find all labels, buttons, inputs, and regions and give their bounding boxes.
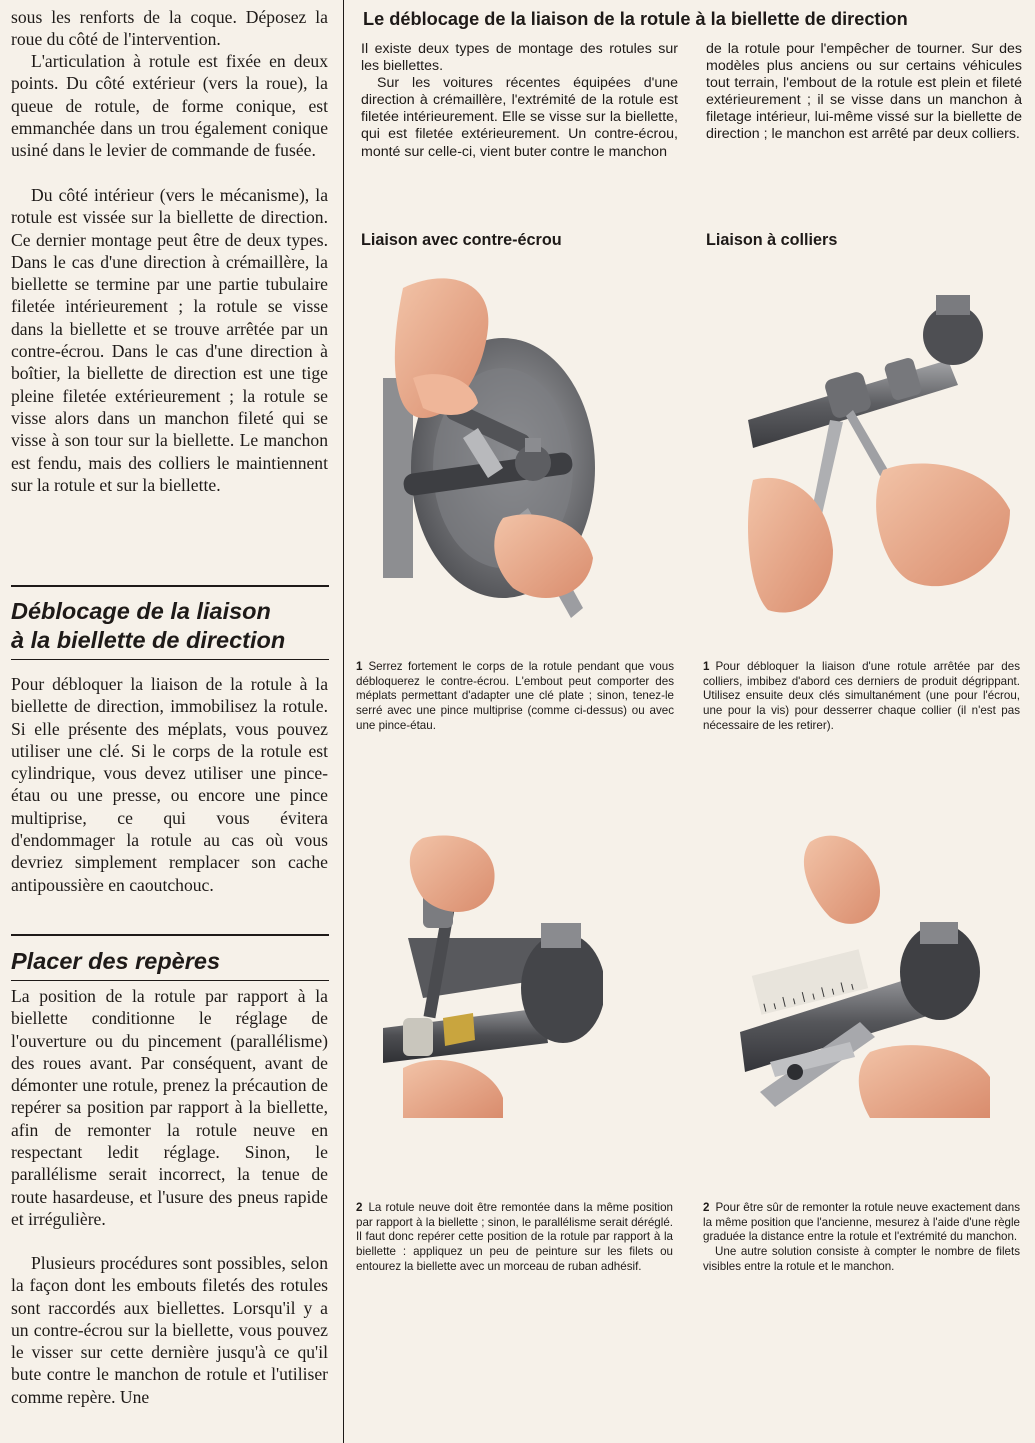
section-deblocage-text: Pour débloquer la liaison de la rotule à la biellette de direction, immobilisez la rotule. Si elle présente des méplats, vous pouvez utiliser une clé. Si le corps de la rotule est cylindrique, vous devez utiliser une pince-étau ou une presse, ou encore une pince multiprise, ce qui vous évitera d'endommager la rotule au cas où vous devriez simplement remplacer son cache antipoussière en caoutchouc.: [11, 674, 328, 895]
intro-paragraph-3: Du côté intérieur (vers le mécanisme), la rotule est vissée sur la biellette de direction. Ce dernier montage peut être de deux types. Dans le cas d'une direction à crémaillère, la biellette se termine par une partie tubulaire filetée intérieurement ; la rotule se visse dans la biellette et se trouve arrêtée par un contre-écrou. Dans le cas d'une direction à boîtier, la biellette de direction est une tige pleine filetée extérieurement ; la rotule se visse alors dans un manchon fileté qui se visse à son tour sur la biellette. Le manchon est fendu, mais des colliers le maintiennent sur la rotule et sur la biellette.: [11, 185, 328, 495]
heading-line-2: à la biellette de direction: [11, 627, 286, 653]
intro-paragraph-1: sous les renforts de la coque. Déposez la roue du côté de l'intervention.: [11, 7, 328, 50]
caption-contre-ecrou-1: [356, 660, 674, 734]
illustration-contre-ecrou-1: [383, 268, 598, 635]
intro-text-col1: [361, 41, 678, 161]
subheading-contre-ecrou: Liaison avec contre-écrou: [361, 231, 562, 249]
caption-number: 2: [356, 1201, 363, 1214]
heading-underline: [11, 980, 329, 981]
page-title: Le déblocage de la liaison de la rotule à la biellette de direction: [363, 9, 908, 29]
caption-text: Serrez fortement le corps de la rotule pendant que vous débloquerez le contre-écrou. L'embout peut comporter des méplats permettant d'adapter une clé plate ; sinon, tenez-le serré avec une pince multiprise (comme ci-dessus) ou avec une pince-étau.: [356, 660, 674, 732]
heading-underline: [11, 659, 329, 660]
section-rule: [11, 585, 329, 587]
intro-paragraph-2: L'articulation à rotule est fixée en deux points. Du côté extérieur (vers la roue), la queue de rotule, de forme conique, est emmanchée dans un trou également conique usiné dans le levier de commande de fusée.: [11, 51, 328, 161]
caption-number: 2: [703, 1201, 710, 1214]
heading-line-1: Déblocage de la liaison: [11, 598, 271, 624]
column-divider: [343, 0, 344, 1443]
section-heading-reperes: Placer des repères: [11, 948, 221, 974]
caption-text-2: Une autre solution consiste à compter le nombre de filets visibles entre la rotule et le manchon.: [703, 1245, 1020, 1273]
intro-col1-p1: Il existe deux types de montage des rotules sur les biellettes.: [361, 41, 678, 75]
caption-text: Pour débloquer la liaison d'une rotule arrêtée par des colliers, imbibez d'abord ces derniers de produit dégrippant. Utilisez ensuite deux clés simultanément (une pour l'écrou, une pour la vis) pour desserrer chaque collier (il n'est pas nécessaire de les retirer).: [703, 660, 1020, 732]
illustration-colliers-2: [740, 822, 1020, 1118]
section-rule: [11, 934, 329, 936]
subheading-colliers: Liaison à colliers: [706, 231, 838, 249]
section-heading-deblocage: [11, 597, 331, 655]
caption-text: La rotule neuve doit être remontée dans la même position par rapport à la biellette ; sinon, le parallélisme serait déréglé. Il faut donc repérer cette position de la rotule par rapport à la biellette : appliquez un peu de peinture sur les filets ou entourez la biellette avec un morceau de ruban adhésif.: [356, 1201, 673, 1273]
caption-text: Pour être sûr de remonter la rotule neuve exactement dans la même position que l'ancienne, mesurez à l'aide d'une règle graduée la distance entre la rotule et l'extrémité du manchon.: [703, 1201, 1020, 1244]
reperes-paragraph-2: Plusieurs procédures sont possibles, selon la façon dont les embouts filetés des rotules sont raccordés aux biellettes. Lorsqu'il y a un contre-écrou sur la biellette, vous pouvez le visser sur cette dernière jusqu'à ce qu'il bute contre le manchon de rotule et l'utiliser comme repère. Une: [11, 1253, 328, 1407]
caption-contre-ecrou-2: [356, 1201, 673, 1275]
caption-colliers-2: [703, 1201, 1020, 1275]
intro-text-col2: de la rotule pour l'empêcher de tourner. Sur des modèles plus anciens ou sur certains véhicules tout terrain, l'embout de la rotule est plein et fileté extérieurement ; il se visse dans un manchon à filetage intérieur, lui-même vissé sur la biellette de direction ; le manchon est arrêté par deux colliers.: [706, 41, 1022, 143]
caption-number: 1: [703, 660, 710, 673]
intro-col1-p2: Sur les voitures récentes équipées d'une direction à crémaillère, l'extrémité de la rotule est filetée intérieurement. Elle se visse sur la biellette, qui est filetée extérieurement. Un contre-écrou, monté sur celle-ci, vient buter contre le manchon: [361, 75, 678, 160]
reperes-paragraph-1: La position de la rotule par rapport à la biellette conditionne le réglage de l'ouverture ou du pincement (parallélisme) des roues avant. Par conséquent, avant de démonter une rotule, prenez la précaution de repérer sa position par rapport à la biellette, afin de remonter la rotule neuve en respectant ledit réglage. Sinon, le parallélisme serait incorrect, la tenue de route hasardeuse, et l'usure des pneus rapide et irrégulière.: [11, 986, 328, 1229]
illustration-contre-ecrou-2: [383, 828, 603, 1118]
caption-number: 1: [356, 660, 363, 673]
caption-colliers-1: [703, 660, 1020, 734]
illustration-colliers-1: [748, 280, 1020, 632]
